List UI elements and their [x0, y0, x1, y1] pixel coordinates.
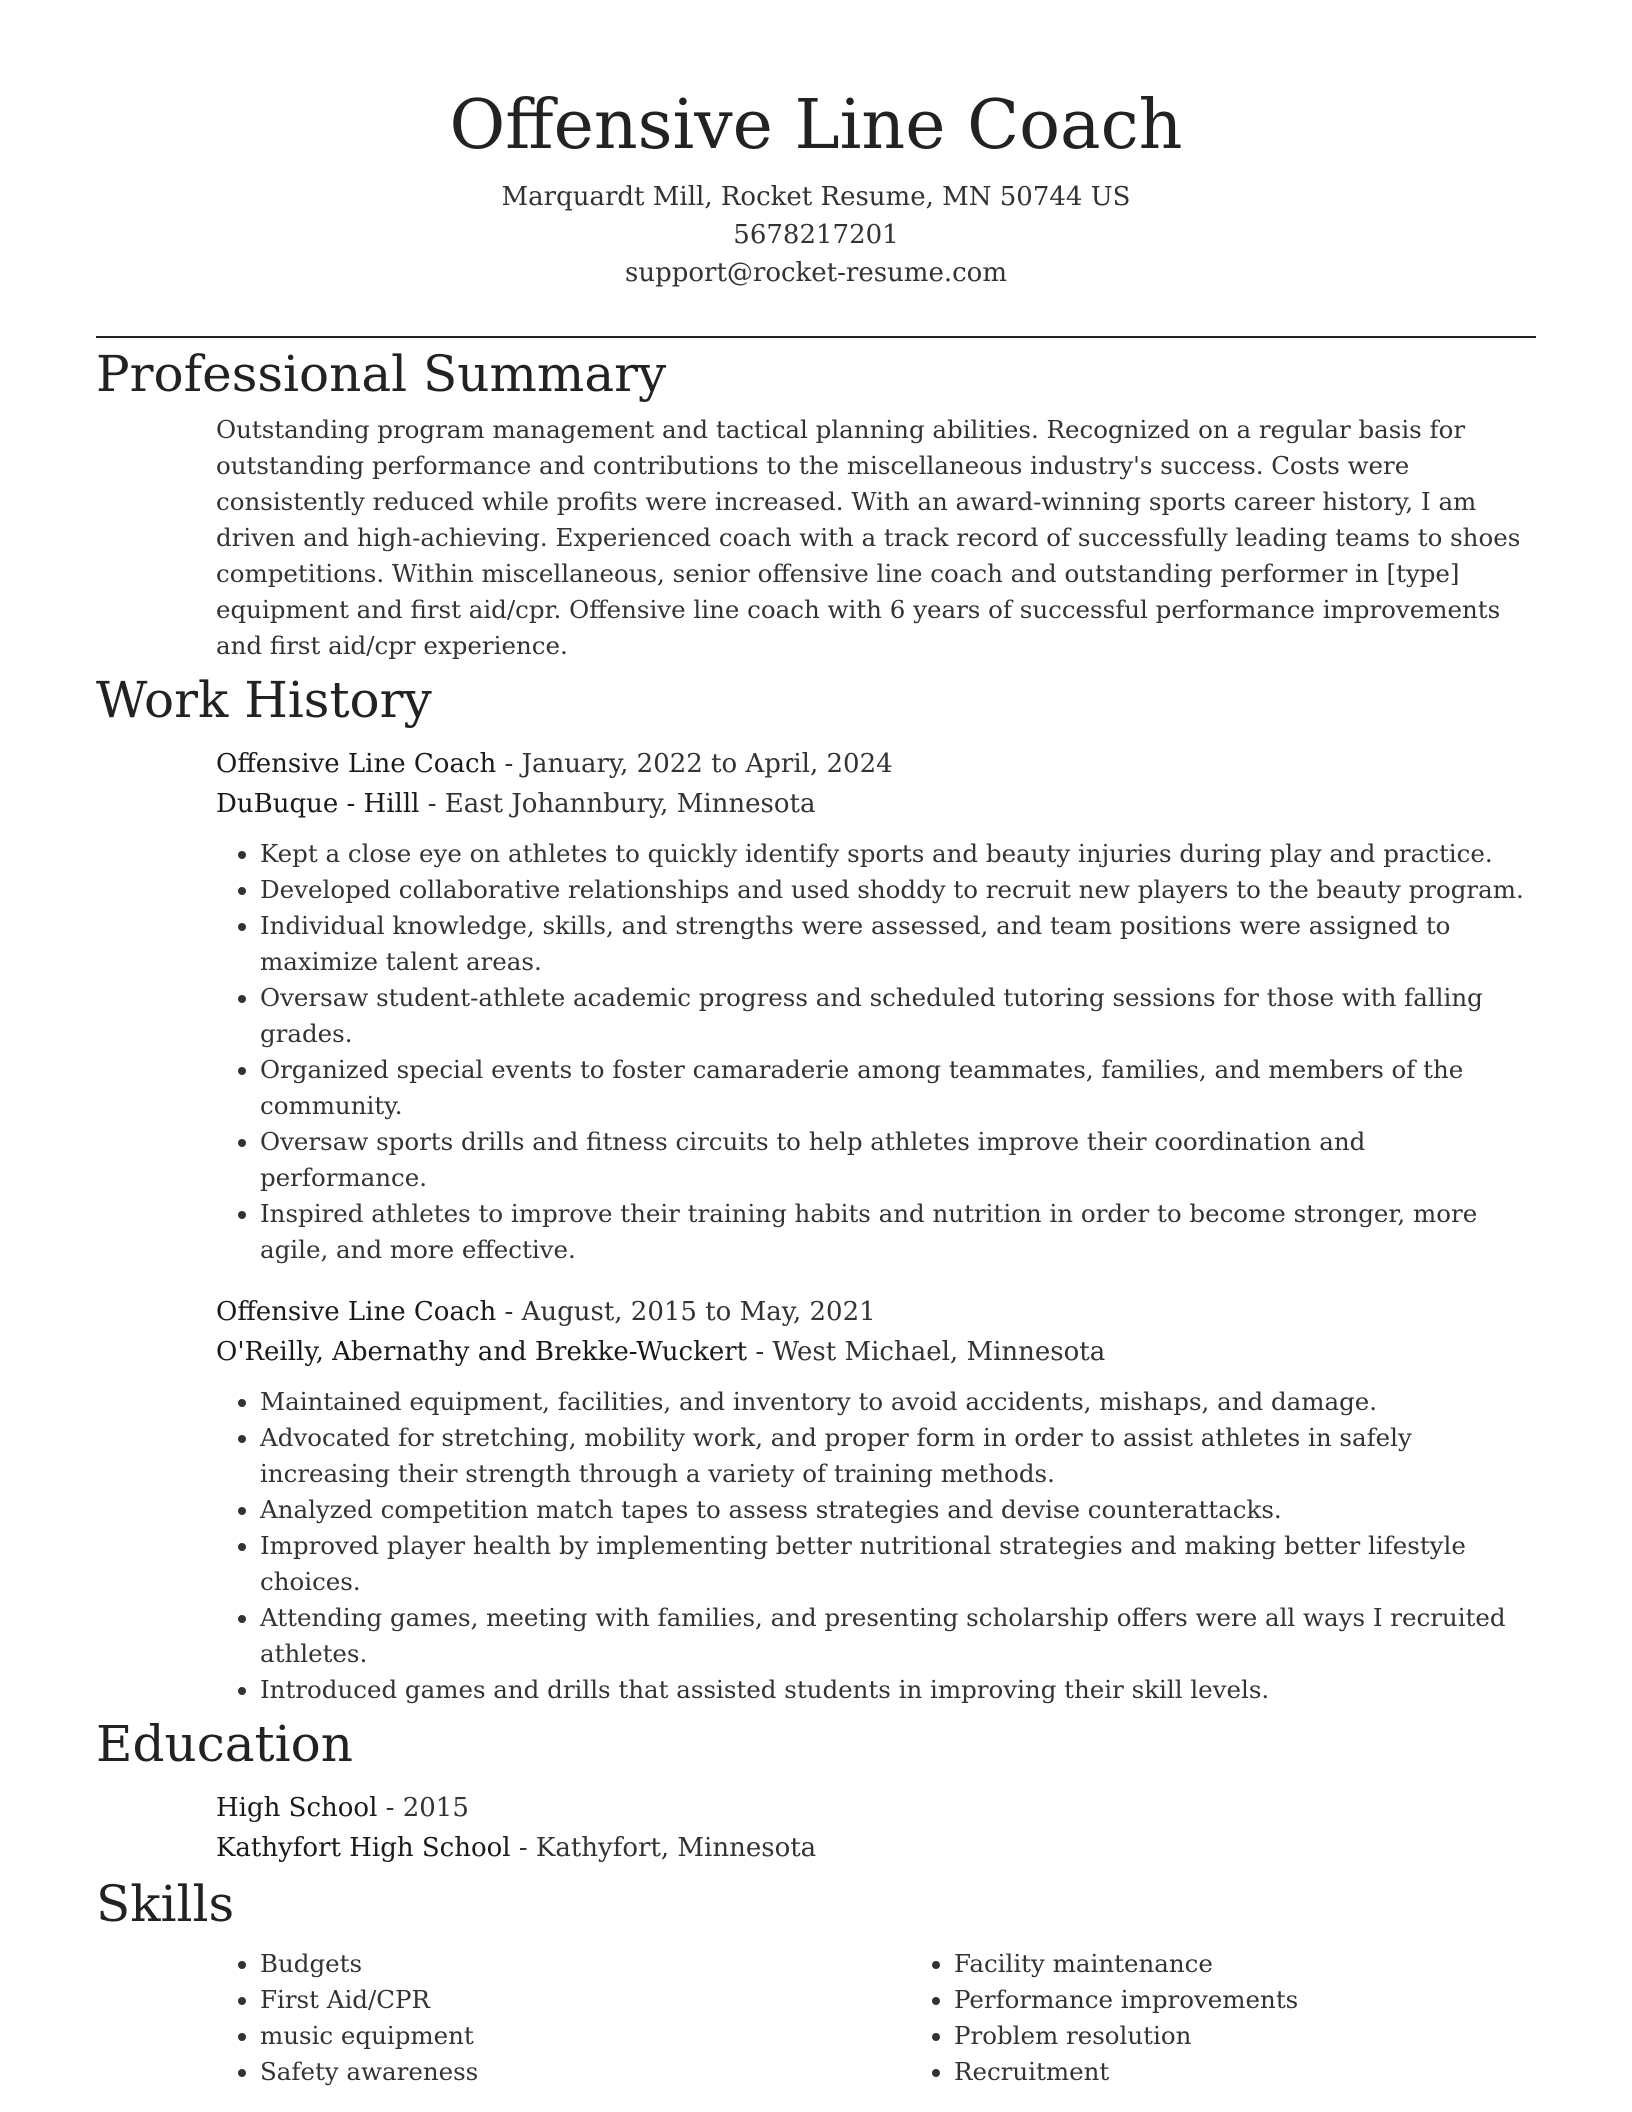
- job-entry: [216, 744, 1536, 1268]
- skill-item: • Safety awareness: [260, 2054, 910, 2090]
- skill-item: • Facility maintenance: [954, 1946, 1604, 1982]
- education-degree: High School: [216, 1793, 378, 1823]
- job-dates: - August, 2015 to May, 2021: [496, 1297, 876, 1327]
- education-degree-line: [216, 1788, 1536, 1828]
- education-heading: Education: [96, 1715, 353, 1773]
- job-company: O'Reilly, Abernathy and Brekke-Wuckert: [216, 1337, 748, 1367]
- skill-item: • Problem resolution: [954, 2018, 1604, 2054]
- skills-list-left: [216, 1946, 910, 2090]
- job-company-line: [216, 1332, 1536, 1372]
- job-bullets: [216, 1384, 1536, 1708]
- list-item: • Kept a close eye on athletes to quickly identify sports and beauty injuries during play and practice.: [260, 836, 1536, 872]
- resume-header: [96, 0, 1536, 292]
- list-item: • Introduced games and drills that assisted students in improving their skill levels.: [260, 1672, 1536, 1708]
- job-dates: - January, 2022 to April, 2024: [496, 749, 893, 779]
- education-section: [96, 1708, 1536, 1868]
- list-item: • Attending games, meeting with families, and presenting scholarship offers were all ways I recruited athletes.: [260, 1600, 1536, 1672]
- list-item: • Improved player health by implementing better nutritional strategies and making better lifestyle choices.: [260, 1528, 1536, 1600]
- address: Marquardt Mill, Rocket Resume, MN 50744 US: [501, 182, 1131, 212]
- job-role: Offensive Line Coach: [216, 749, 497, 779]
- list-item: • Inspired athletes to improve their training habits and nutrition in order to become stronger, more agile, and more effective.: [260, 1196, 1536, 1268]
- work-history-section: [96, 664, 1536, 1708]
- summary-heading: Professional Summary: [96, 345, 667, 403]
- list-item: • Developed collaborative relationships and used shoddy to recruit new players to the beauty program.: [260, 872, 1536, 908]
- skills-heading: Skills: [96, 1875, 235, 1933]
- job-title-line: [216, 744, 1536, 784]
- skills-list-right: [910, 1946, 1604, 2090]
- list-item: • Maintained equipment, facilities, and inventory to avoid accidents, mishaps, and damage.: [260, 1384, 1536, 1420]
- skill-item: • Budgets: [260, 1946, 910, 1982]
- list-item: • Oversaw sports drills and fitness circuits to help athletes improve their coordination and performance.: [260, 1124, 1536, 1196]
- contact-block: [96, 178, 1536, 292]
- email: support@rocket-resume.com: [624, 258, 1007, 288]
- job-bullets: [216, 836, 1536, 1268]
- candidate-name: Offensive Line Coach: [449, 86, 1183, 165]
- skill-item: • Performance improvements: [954, 1982, 1604, 2018]
- job-entry: [216, 1292, 1536, 1708]
- education-entry: [216, 1788, 1536, 1868]
- skill-item: • First Aid/CPR: [260, 1982, 910, 2018]
- phone: 5678217201: [733, 220, 899, 250]
- skill-item: • Recruitment: [954, 2054, 1604, 2090]
- list-item: • Analyzed competition match tapes to assess strategies and devise counterattacks.: [260, 1492, 1536, 1528]
- skills-section: [96, 1868, 1536, 2090]
- skill-item: • music equipment: [260, 2018, 910, 2054]
- summary-section: [96, 338, 1536, 664]
- education-location: - Kathyfort, Minnesota: [510, 1833, 817, 1863]
- job-location: - West Michael, Minnesota: [747, 1337, 1106, 1367]
- list-item: • Advocated for stretching, mobility work, and proper form in order to assist athletes in safely increasing their strength through a variety of training methods.: [260, 1420, 1536, 1492]
- job-location: - East Johannbury, Minnesota: [419, 789, 816, 819]
- job-company: DuBuque - Hilll: [216, 789, 420, 819]
- education-school: Kathyfort High School: [216, 1833, 511, 1863]
- summary-text: Outstanding program management and tactical planning abilities. Recognized on a regular basis for outstanding performance and contributions to the miscellaneous industry's success. Costs were consistently reduced while profits were increased. With an award-winning sports career history, I am driven and high-achieving. Experienced coach with a track record of successfully leading teams to shoes competitions. Within miscellaneous, senior offensive line coach and outstanding performer in [type] equipment and first aid/cpr. Offensive line coach with 6 years of successful performance improvements and first aid/cpr experience.: [216, 415, 1521, 660]
- job-company-line: [216, 784, 1536, 824]
- list-item: • Individual knowledge, skills, and strengths were assessed, and team positions were assigned to maximize talent areas.: [260, 908, 1536, 980]
- education-school-line: [216, 1828, 1536, 1868]
- job-role: Offensive Line Coach: [216, 1297, 497, 1327]
- list-item: • Organized special events to foster camaraderie among teammates, families, and members of the community.: [260, 1052, 1536, 1124]
- skills-columns: [216, 1946, 1536, 2090]
- resume-page: [96, 0, 1536, 2090]
- work-history-heading: Work History: [96, 671, 432, 729]
- list-item: • Oversaw student-athlete academic progress and scheduled tutoring sessions for those with falling grades.: [260, 980, 1536, 1052]
- job-title-line: [216, 1292, 1536, 1332]
- education-year: - 2015: [377, 1793, 469, 1823]
